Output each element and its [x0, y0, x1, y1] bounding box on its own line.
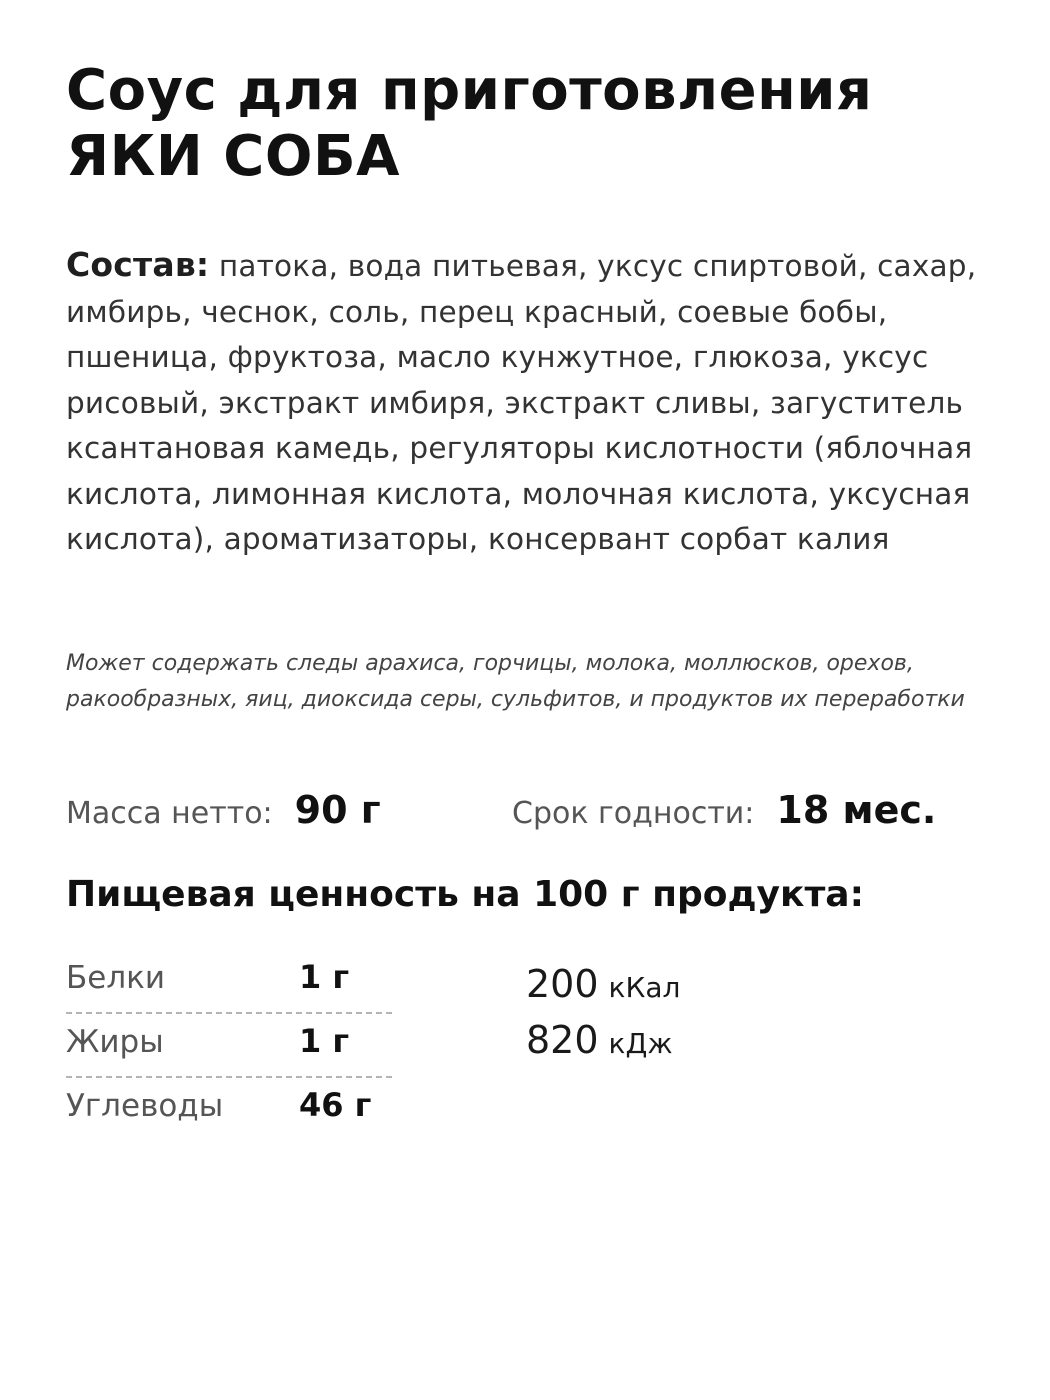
product-title-line-1: Соус для приготовления: [66, 58, 873, 123]
nutrition-title: Пищевая ценность на 100 г продукта:: [66, 874, 864, 915]
energy-kj-value: 820: [526, 1018, 599, 1062]
net-weight: [66, 788, 381, 832]
nutrient-row-protein: [66, 950, 392, 1014]
energy-kcal-unit: кКал: [608, 971, 681, 1004]
nutrient-name: Белки: [66, 960, 166, 996]
energy-kj: [526, 1018, 680, 1074]
composition-label: Состав:: [66, 245, 210, 284]
shelf-life: [512, 788, 936, 832]
nutrient-name: Углеводы: [66, 1088, 224, 1124]
allergens-note: Может содержать следы арахиса, горчицы, молока, моллюсков, орехов, ракообразных, яиц, диоксида серы, сульфитов, и продуктов их переработки: [66, 651, 965, 712]
nutrient-value: 1 г: [299, 958, 350, 996]
nutrient-row-fat: [66, 1014, 392, 1078]
composition-text: патока, вода питьевая, уксус спиртовой, сахар, имбирь, чеснок, соль, перец красный, соевые бобы, пшеница, фруктоза, масло кунжутное, глюкоза, уксус рисовый, экстракт имбиря, экстракт сливы, загуститель ксантановая камедь, регуляторы кислотности (яблочная кислота, лимонная кислота, молочная кислота, уксусная кислота), ароматизаторы, консервант сорбат калия: [66, 249, 977, 556]
net-weight-label: Масса нетто:: [66, 796, 273, 831]
energy-kcal-value: 200: [526, 962, 599, 1006]
nutrient-value: 46 г: [299, 1086, 372, 1124]
nutrient-row-carbs: [66, 1078, 392, 1142]
product-title-line-2: ЯКИ СОБА: [66, 124, 400, 189]
net-weight-value: 90 г: [294, 788, 381, 832]
nutrients-table: [66, 950, 392, 1142]
shelf-life-value: 18 мес.: [776, 788, 937, 832]
product-facts: [66, 788, 996, 840]
nutrient-name: Жиры: [66, 1024, 164, 1060]
shelf-life-label: Срок годности:: [512, 796, 755, 831]
product-title: [66, 58, 872, 190]
composition: [66, 242, 996, 563]
nutrient-value: 1 г: [299, 1022, 350, 1060]
energy-kj-unit: кДж: [608, 1027, 673, 1060]
energy-kcal: [526, 962, 680, 1018]
energy-values: [526, 962, 680, 1074]
